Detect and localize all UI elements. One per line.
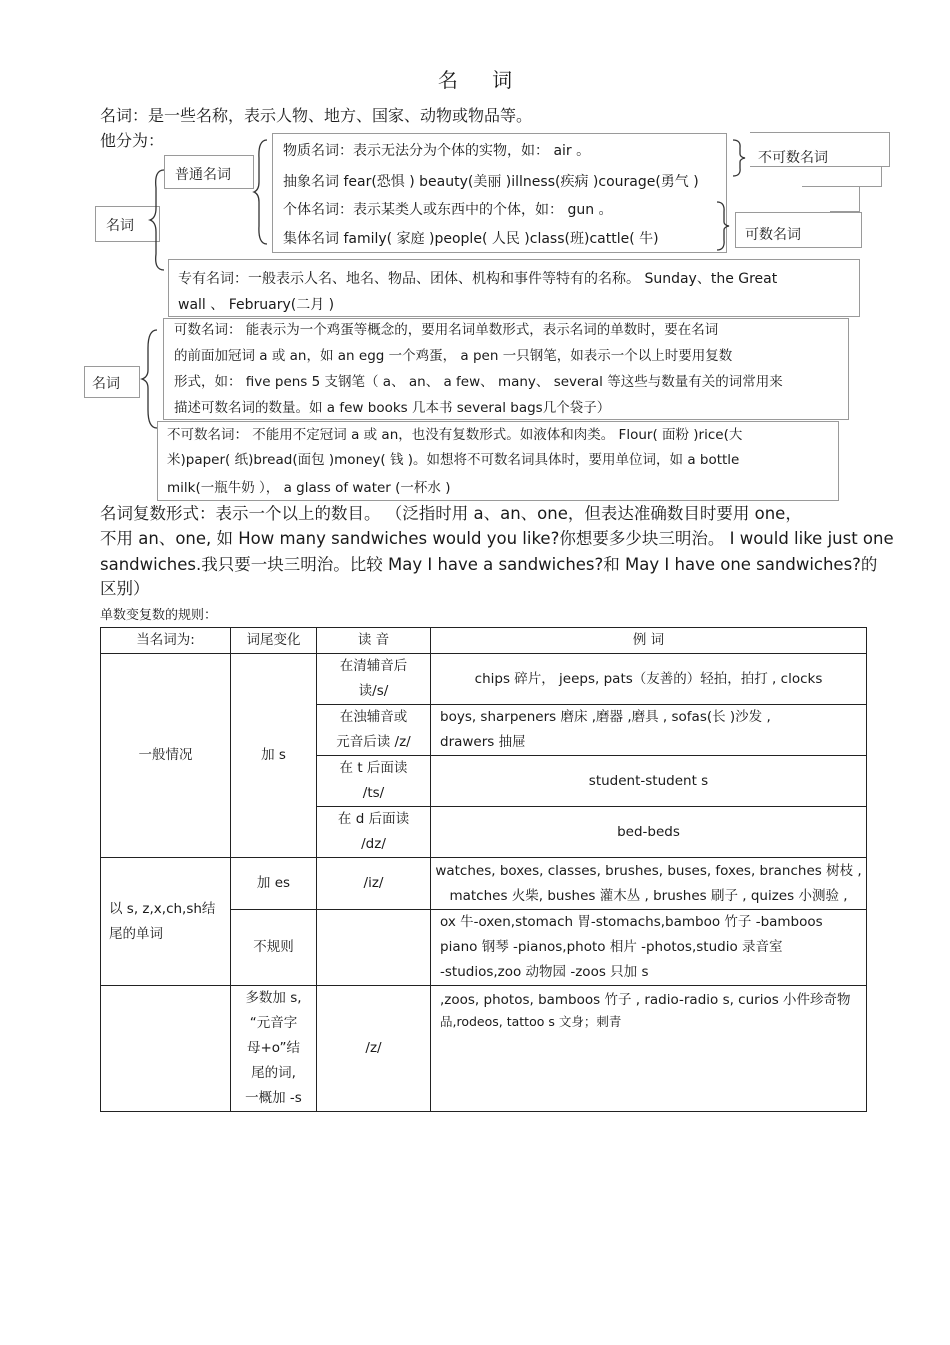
tree2-root-label: 名词 xyxy=(92,376,120,392)
common-noun-label: 普通名词 xyxy=(175,167,231,183)
tree2-root-brace xyxy=(140,328,160,430)
proper-noun-line-1: 专有名词：一般表示人名、地名、物品、团体、机构和事件等特有的名称。 Sunday、the Great xyxy=(178,271,778,287)
countable-line-4: 描述可数名词的数量。如 a few books 几本书 several bags几个袋子） xyxy=(174,400,611,416)
general-case-cell: 一般情况 xyxy=(101,654,231,858)
table-row xyxy=(101,654,867,705)
plural-para-line-2: 不用 an、one, 如 How many sandwiches would you like?你想要多少块三明治。 I would like just one xyxy=(100,529,894,548)
plural-para-line-3: sandwiches.我只要一块三明治。比较 May I have a sandwiches?和 May I have one sandwiches?的 xyxy=(100,555,878,574)
example-cell: ox 牛-oxen,stomach 胃-stomachs,bamboo 竹子 -bamboos piano 钢琴 -pianos,photo 相片 -photos,studio 录音室 -studios,zoo 动物园 -zoos 只加 s xyxy=(431,910,867,986)
example-cell: watches, boxes, classes, brushes, buses, foxes, branches 树枝 , matches 火柴, bushes 灌木丛 , brushes 刷子 , quizes 小测验 , xyxy=(431,858,867,910)
example-cell: chips 碎片， jeeps, pats（友善的）轻拍，拍打 , clocks xyxy=(431,654,867,705)
countable-brace xyxy=(714,200,732,252)
abstract-noun: 抽象名词 fear(恐惧 ) beauty(美丽 )illness(疾病 )courage(勇气 ) xyxy=(283,174,699,190)
pron-cell: 在 t 后面读 /ts/ xyxy=(317,756,431,807)
countable-line-3: 形式，如： five pens 5 支钢笔（ a、 an、 a few、 many、 several 等这些与数量有关的词常用来 xyxy=(174,374,783,390)
table-row xyxy=(101,858,867,910)
header-noun-type: 当名词为: xyxy=(101,628,231,654)
countable-label: 可数名词 xyxy=(745,227,801,243)
pron-cell: 在清辅音后 读/s/ xyxy=(317,654,431,705)
header-pronunciation: 读 音 xyxy=(317,628,431,654)
intro-definition: 名词：是一些名称，表示人物、地方、国家、动物或物品等。 xyxy=(100,106,533,125)
uncountable-brace xyxy=(730,138,748,178)
pron-iz-cell: /iz/ xyxy=(317,858,431,910)
plural-rules-table xyxy=(100,627,867,1112)
pron-cell: 在 d 后面读 /dz/ xyxy=(317,807,431,858)
example-cell: boys, sharpeners 磨床 ,磨器 ,磨具 , sofas(长 )沙发 , drawers 抽屉 xyxy=(431,705,867,756)
empty-cell xyxy=(101,986,231,1112)
pron-z-cell: /z/ xyxy=(317,986,431,1112)
header-ending-change: 词尾变化 xyxy=(231,628,317,654)
table-header-row xyxy=(101,628,867,654)
irregular-cell: 不规则 xyxy=(231,910,317,986)
sibilant-ending-cell: 以 s, z,x,ch,sh结 尾的单词 xyxy=(101,858,231,986)
plural-para-line-1: 名词复数形式：表示一个以上的数目。 （泛指时用 a、an、one，但表达准确数目时要用 one， xyxy=(100,504,802,523)
rules-caption: 单数变复数的规则： xyxy=(100,608,218,623)
example-cell: bed-beds xyxy=(431,807,867,858)
collective-noun: 集体名词 family( 家庭 )people( 人民 )class(班)cattle( 牛) xyxy=(283,231,659,247)
intro-division: 他分为： xyxy=(100,131,165,150)
uncountable-line-1: 不可数名词： 不能用不定冠词 a 或 an，也没有复数形式。如液体和肉类。 Flour( 面粉 )rice(大 xyxy=(167,427,743,443)
material-noun: 物质名词：表示无法分为个体的实物，如： air 。 xyxy=(283,143,591,159)
deco-step-2 xyxy=(830,187,860,212)
o-ending-rule-cell: 多数加 s, “元音字 母+o”结 尾的词, 一概加 -s xyxy=(231,986,317,1112)
table-row xyxy=(101,986,867,1112)
example-cell: student-student s xyxy=(431,756,867,807)
add-s-cell: 加 s xyxy=(231,654,317,858)
pron-cell: 在浊辅音或 元音后读 /z/ xyxy=(317,705,431,756)
plural-para-line-4: 区别） xyxy=(100,579,150,598)
uncountable-line-2: 米)paper( 纸)bread(面包 )money( 钱 )。如想将不可数名词具体时，要用单位词，如 a bottle xyxy=(167,452,740,468)
uncountable-line-3: milk(一瓶牛奶 ）， a glass of water (一杯水 ) xyxy=(167,480,451,496)
header-examples: 例 词 xyxy=(431,628,867,654)
tree1-root-label: 名词 xyxy=(106,218,134,234)
countable-line-2: 的前面加冠词 a 或 an，如 an egg 一个鸡蛋， a pen 一只钢笔，如表示一个以上时要用复数 xyxy=(174,348,733,364)
empty-cell xyxy=(317,910,431,986)
example-cell: ,zoos, photos, bamboos 竹子 , radio-radio s, curios 小件珍奇物 品,rodeos, tattoo s 文身；刺青 xyxy=(431,986,867,1112)
deco-step-1 xyxy=(802,167,882,187)
add-es-cell: 加 es xyxy=(231,858,317,910)
page-title: 名 词 xyxy=(437,68,527,92)
countable-line-1: 可数名词： 能表示为一个鸡蛋等概念的，要用名词单数形式，表示名词的单数时，要在名词 xyxy=(174,322,719,338)
common-noun-brace xyxy=(252,138,270,246)
proper-noun-line-2: wall 、 February(二月 ) xyxy=(178,297,335,313)
uncountable-label: 不可数名词 xyxy=(758,150,828,166)
individual-noun: 个体名词：表示某类人或东西中的个体，如： gun 。 xyxy=(283,202,613,218)
